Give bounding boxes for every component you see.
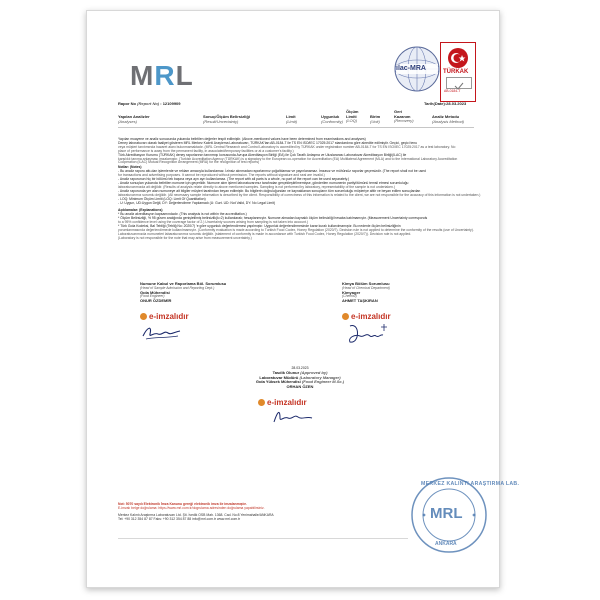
signatory-title-en: (Head of Sample Admission and Reporting Dept.) [140,285,215,290]
seal-bottom-text: ANKARA [435,541,457,547]
note-line: laboratuvarımız sorumlu değildir. (All necessary sample information is described by the client. Responsibility of correctness of this information is related to the client, we are not responsible for the accuracy of this information is not undertaken.) [118,192,481,197]
footer-divider [118,538,408,539]
lab-manager-role: Gıda Yüksek Mühendisi (Food Engineer M.Sc.) [255,379,345,385]
explanation-line: * Bu analiz akreditasyon kapsamındadır. (This analysis is not within the accreditation.) [118,212,247,217]
col-unit: Birim (Unit) [370,114,381,124]
col-result: Sonuç/Ölçüm Belirsizliği (Result/Uncertainty) [203,114,250,124]
right-signatory [342,282,390,304]
report-date: Tarih(Date):28.03.2023 [424,101,467,106]
explanations-heading: Açıklamalar: (Explanations) [118,208,163,213]
note-line: veya müşteri tanıtımında hazaret alanı bulunmamaktadır. (MRL Central Research and Control Laboratory is accredited by TÜRKAK under registration number AB-0184-T for TS EN ISO/IEC 17025:2017 as a test laboratory. No [118,144,456,149]
note-line: Yapılan muayene ve analiz sonucunda yukarıda belirtilen değerler tespit edilmiştir. (Above-mentioned values have been determined from examinations and analyses) [118,137,366,141]
explanation-line: Laboratuvarımızda numuneleri labaratuvarımız sorumlu değildir. (statement of conformity is made in accordance with Turkish Food Codex, Honey Regulation (2020/7)). Decision rule is not applied. [118,231,412,236]
note-line: - U: Uygun, UD:Uygun Değil, DY: Değerlendirme Yapılamadı (U: Gurt. UD: Not Valid, DY: No Legal Limit) [118,200,275,205]
col-loq: Ölçüm Limiti (LOQ) [346,109,359,124]
right-signature [346,318,392,348]
mrl-seal [410,476,520,554]
note-line: Deney laboratuvarı olarak faaliyet gösteren MRL Merkez Kalınti Araştırma Laboratuvarı, TÜRKAK'tan AB-0184-T ile TS EN ISO/IEC 17025:2017 standardına göre akredite edilmiştir. Geçici, geçici tenu [118,140,418,145]
right-esign-badge: e-imzalıdır [342,312,391,321]
explanation-line: * Ölçüm Belirsizliği, % 95 güven aralığında genişletilmiş belirsizlik(k=2) kullanılarak; hesaplanmıştır. Numune almadan kaynaklı ölçüm belirsizliği hesaba katılmamıştır. (Measurement Uncertainty corresponds [118,216,428,221]
note-line: karşılıklı tanıma anlaşması imzalamıştır. (Turkish Accreditation Agency (TÜRKAK) is a signatory to the European co-operation for Accreditation (EA) Multilateral Agreement (MLA) and to the International Laboratory Accreditation [118,156,458,161]
note-line: - Analiz raporunda yer alan numuneye ait bilgiler müşteri tarafından beyan edilmiştir. Bu bilgilerin doğruluğundan ve kaynaklanan sonuçların tüm sorumluluğu müşteriye aittir ve beyan edilen sonuçlardan [118,188,421,193]
explanation-line: yorumlanmasında değerlendirmede kullanılmamıştır. (Conformity evaluation is made according to Turkish Food Codex, Honey Regulation (2020/7). Decision rule is not applied to determine the conformity of the results (use of Uncertainty). [118,227,474,232]
note-line: Türk Akreditasyon Kurumu (TÜRKAK) deney raporlarının tanınmışı konusunda Avrupa Akreditasyon Birliği (EA) ile Çok Taraflı Anlaşma ve Uluslararası Laboratuvar Akreditasyon Birliği(ILAC) ile [118,152,407,157]
col-method: Analiz Metodu (Analysis Method) [432,114,465,124]
approval-date: 28.03.2023 [291,366,309,370]
col-analyses: Yapılan Analizler (Analyses) [118,114,150,124]
note-line: Cooperation (ILAC) Mutual Recognition Arrangement (MRA) for the recognition of test reports) [118,160,260,165]
left-signatory [140,282,226,304]
footer-line: E-imzalı belge doğrulama: https://www.mrl.com.tr/dogrulama adresinden doğrulama yapabilirsiniz. [118,505,265,510]
signatory-title: Numune Kabul ve Raporlama Böl. Sorumlusu [140,281,227,286]
note-line: place of performance is away from the permanent facility, in associated/temporary facilities or at a customer's facility.) [118,148,294,153]
notes-heading: Notlar: (Notes) [118,165,142,170]
signatory-role-en: (Chemist) [342,294,357,299]
report-no-label: Rapor No (Report No) : 12109909 [118,101,181,106]
center-signature [270,408,316,426]
note-line: for transactions and advertising purposes. It cannot be reproduced without permission. The reports without signature and seal are invalid.) [118,173,325,178]
signatory-name: AHMET TAŞKIRAN [342,298,378,303]
center-esign-badge: e-imzalıdır [258,398,307,407]
check-mark-icon [446,77,472,89]
logo-letter-m: M [130,60,155,91]
footer-line: Tel: +90 312 354 87 87 Faks: +90 312 354 87 88 info@mrl.com.tr www.mrl.com.tr [118,516,241,521]
col-conformity: Uygunluk (Conformity) [321,114,344,124]
note-line: - Analiz sonuçları yukarıda belirtilen numune için geçerlidir. Numune alım işlemi laboratuvarımız tarafından gerçekleştirilmemişse, gönderilen numunenin partiyi/tümünü temsil etmesi sorumluluğu [118,180,409,185]
col-recovery: Geri Kazanım (Recovery) [394,109,414,124]
signatory-name: ONUR ÖZDEMİR [140,298,172,303]
note-line: - LOQ: Minimum Ölçüm Limiti (LOQ: Limit Of Quantitation) [118,196,206,201]
logo-letter-l: L [175,60,194,91]
approved-by: Tasdik Olunur (Approved by) [272,369,328,375]
ilac-text: ilac-MRA [396,65,426,72]
explanation-line: * Türk Gıda Kodeksi, Bal Tebliği (Tebliğ No: 2020/7) 'e göre uygunluk değerlendirmesi yapılmıştır. Uygunluk değerlendirmesinde karar kuralı kullanılmamıştır. Bu nedenle ölçüm belirsizliğinin [118,224,401,229]
turkak-code: AB-0184-T [444,89,461,93]
table-header-divider [118,127,474,128]
note-line: - Bu analiz raporu attı-dan işlemlerde ve reklam amacıyla kullanılamaz. İzinsiz alınmadan raporlarımız çoğaltılamaz ve yayınlanamaz. İmzasız ve mühürsüz raporlar geçersizdir. (The report shall not be used [118,169,426,174]
explanation-line: to a 95% confidence level using the coverage factor of 2.) Uncertainty sources arising from sampling is not taken into account.) [118,220,308,225]
lab-manager-name: ORHAN ÖZEN [286,383,314,389]
footer-line: Merkez Kalıntı Araştırma Laboratuvarı Ltd. Şti. İvedik OSB Mah. 1368. Cad. No:8 Yenimahalle/ANKARA [118,512,274,517]
note-line: - Analiz raporunun hiç bir bölümü tek başına veya ayrı ayrı kullanılamaz. (The report with all parts is a whole, no part of the report can be used separately.) [118,177,350,182]
signatory-role: Gıda Mühendisi [140,289,170,295]
center-signatory [250,367,350,389]
left-signature [140,322,184,344]
footer-line: Not: 5070 sayılı Elektronik İmza Kanunu gereği elektronik imza ile imzalanmıştır. [118,502,247,506]
report-notes [118,137,481,241]
col-limit: Limit (Limit) [286,114,298,124]
seal-ring-text: MERKEZ KALINTI ARAŞTIRMA LAB. [421,481,520,487]
signatory-title-en: (Head of Chemical Department) [342,285,390,290]
explanation-line: (Laboratory is not responsible for the note that may arise from measurement uncertainty.) [118,235,252,240]
lab-manager-title: Laboratuvar Müdürü (Laboratory Manager) [259,374,341,380]
left-esign-badge: e-imzalıdır [140,312,189,321]
e-sign-icon [140,313,147,320]
seal-center-text: MRL [430,505,463,522]
report-footer [118,503,274,522]
turkak-logo [440,42,476,102]
signatory-title: Kimya Bölüm Sorumlusu [342,281,390,286]
signatory-role: Kimyager [342,289,361,295]
e-sign-icon [258,399,265,406]
note-line: laboratuvarımızda ait değildir. (Results of analysis relate directly to above mentioned samples. Sampling is not performed by laboratory, representability of the sample is not undertaken.) [118,184,395,189]
logo-letter-r: R [154,60,176,91]
signatory-role-en: (Food Engineer) [140,294,165,299]
ilac-mra-logo [392,44,442,94]
turkak-text: TÜRKAK [443,69,469,75]
mrl-logo [130,60,194,92]
